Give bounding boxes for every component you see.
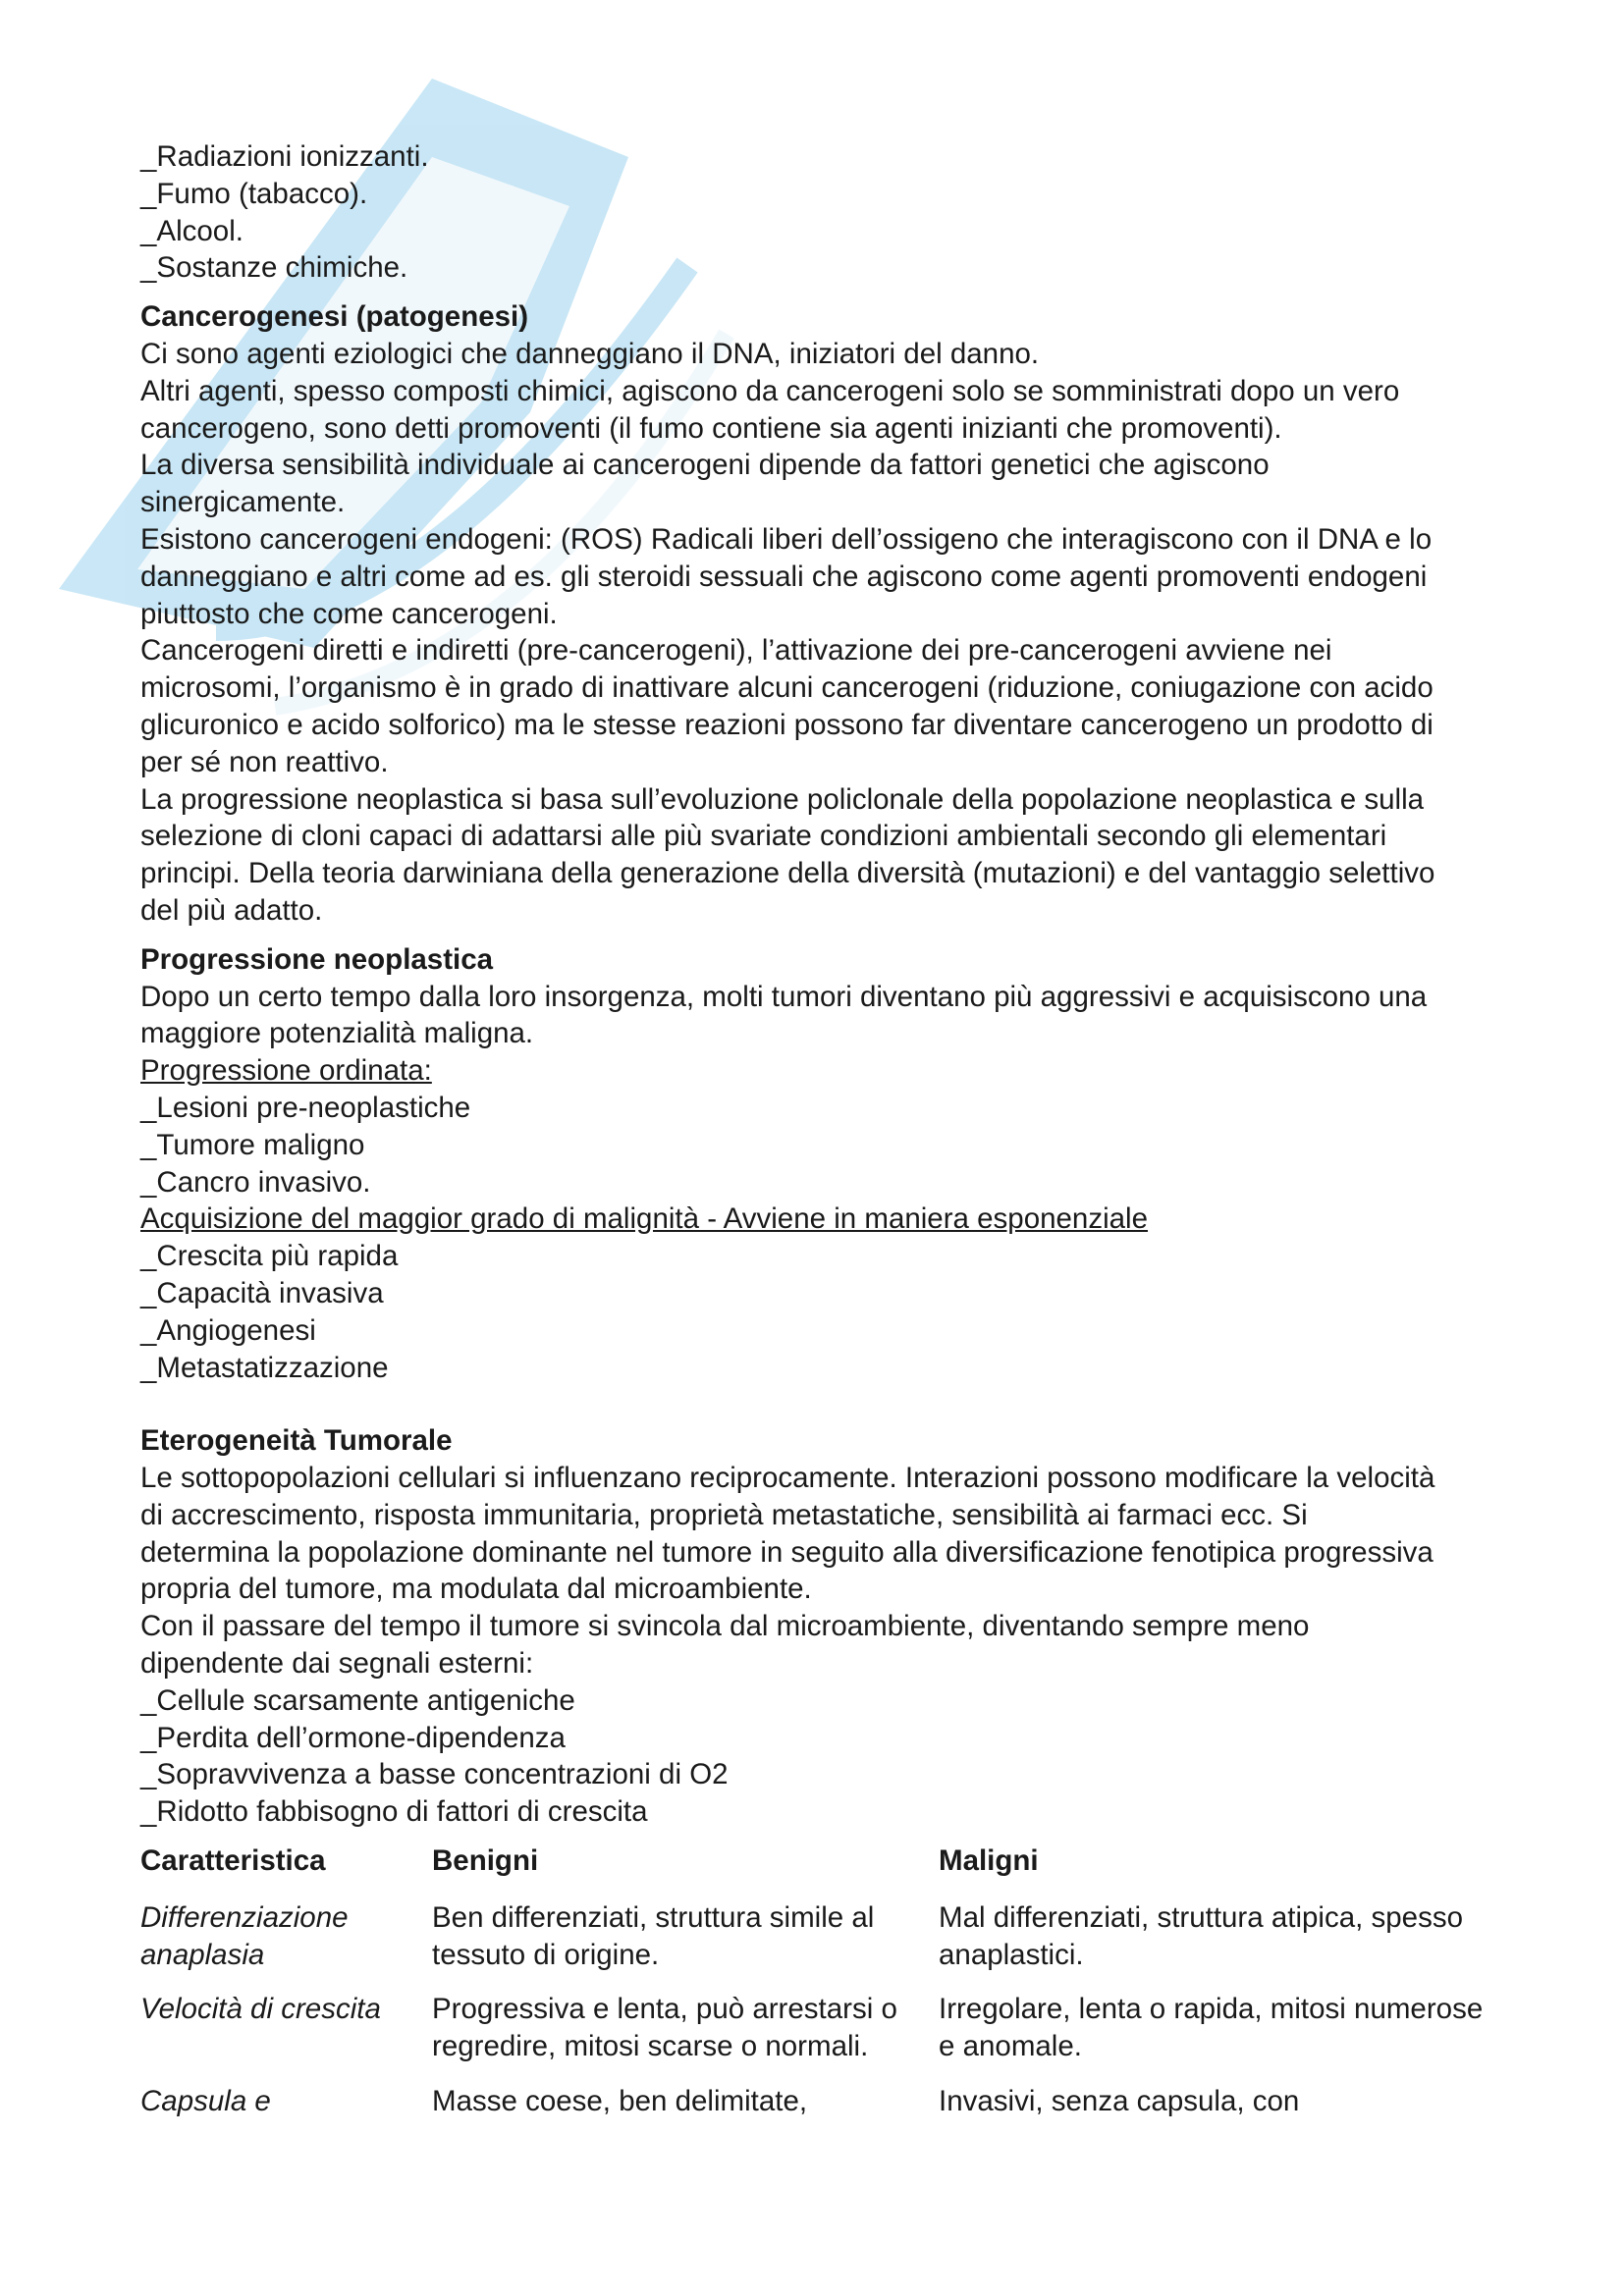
list-item: _Crescita più rapida [140, 1240, 399, 1273]
text-line: dipendente dai segnali esterni: [140, 1647, 534, 1681]
table-row [140, 2083, 1495, 2138]
section-body-eterogeneita [140, 1460, 1495, 1831]
table-cell: Ben differenziati, struttura simile al tessuto di origine. [432, 1900, 875, 1971]
table-row [140, 1991, 1495, 2083]
text-line: determina la popolazione dominante nel tumore in seguito alla diversificazione fenotipica progressiva [140, 1535, 1434, 1569]
text-line: Altri agenti, spesso composti chimici, agiscono da cancerogeni solo se somministrati dopo un vero [140, 374, 1400, 407]
text-line: di accrescimento, risposta immunitaria, proprietà metastatiche, sensibilità ai farmaci ecc. Si [140, 1498, 1308, 1531]
header-caratteristica: Caratteristica [140, 1844, 326, 1878]
text-line: Con il passare del tempo il tumore si svincola dal microambiente, diventando sempre meno [140, 1610, 1310, 1643]
table-cell: Invasivi, senza capsula, con [939, 2085, 1300, 2118]
section-body-progressione [140, 979, 1495, 1387]
text-line: sinergicamente. [140, 486, 346, 519]
list-item: _Sopravvivenza a basse concentrazioni di O2 [140, 1758, 729, 1791]
section-body-cancerogenesi [140, 336, 1495, 930]
table-header-row [140, 1842, 1495, 1899]
text-line: danneggiano e altri come ad es. gli steroidi sessuali che agiscono come agenti promoventi endogeni [140, 560, 1428, 593]
text-line: maggiore potenzialità maligna. [140, 1017, 534, 1050]
list-item: _Alcool. [140, 214, 243, 247]
list-item: _Lesioni pre-neoplastiche [140, 1091, 471, 1124]
text-line: Esistono cancerogeni endogeni: (ROS) Radicali liberi dell’ossigeno che interagiscono con il DNA e lo [140, 522, 1433, 556]
table-row [140, 1899, 1495, 1992]
text-line: microsomi, l’organismo è in grado di inattivare alcuni cancerogeni (riduzione, coniugazione con acido [140, 671, 1434, 705]
text-line: Le sottopopolazioni cellulari si influenzano reciprocamente. Interazioni possono modificare la velocità [140, 1462, 1435, 1495]
header-maligni: Maligni [939, 1844, 1039, 1878]
text-line: per sé non reattivo. [140, 745, 389, 778]
text-line: La diversa sensibilità individuale ai cancerogeni dipende da fattori genetici che agiscono [140, 449, 1270, 482]
list-item: _Perdita dell’ormone-dipendenza [140, 1721, 566, 1754]
table-cell: Differenziazione anaplasia [140, 1900, 349, 1971]
table-cell: Mal differenziati, struttura atipica, spesso anaplastici. [939, 1900, 1463, 1971]
comparison-table [140, 1842, 1495, 2138]
list-item: _Cancro invasivo. [140, 1165, 371, 1199]
list-item: _Angiogenesi [140, 1313, 316, 1347]
section-title-progressione: Progressione neoplastica [140, 942, 494, 976]
list-item: _Fumo (tabacco). [140, 177, 368, 210]
text-line: cancerogeno, sono detti promoventi (il fumo contiene sia agenti inizianti che promoventi). [140, 411, 1282, 445]
intro-list [140, 138, 1495, 287]
document-page [140, 138, 1495, 2138]
text-line: principi. Della teoria darwiniana della generazione della diversità (mutazioni) e del vantaggio selettivo [140, 857, 1435, 890]
list-item: _Radiazioni ionizzanti. [140, 140, 429, 173]
section-title-cancerogenesi: Cancerogenesi (patogenesi) [140, 300, 529, 334]
spacer [140, 1386, 1495, 1422]
text-line: selezione di cloni capaci di adattarsi alle più svariate condizioni ambientali secondo gli elementari [140, 820, 1387, 853]
list-item: _Metastatizzazione [140, 1351, 389, 1384]
text-line: Ci sono agenti eziologici che danneggiano il DNA, iniziatori del danno. [140, 337, 1040, 370]
list-item: _Cellule scarsamente antigeniche [140, 1683, 575, 1717]
list-item: _Capacità invasiva [140, 1276, 384, 1309]
subheading-acquisizione: Acquisizione del maggior grado di malignità - Avviene in maniera esponenziale [140, 1202, 1149, 1236]
table-cell: Capsula e [140, 2085, 271, 2118]
text-line: del più adatto. [140, 893, 323, 927]
text-line: La progressione neoplastica si basa sull’evoluzione policlonale della popolazione neoplastica e sulla [140, 782, 1425, 816]
subheading-progressione-ordinata: Progressione ordinata: [140, 1054, 432, 1088]
text-line: Cancerogeni diretti e indiretti (pre-cancerogeni), l’attivazione dei pre-cancerogeni avviene nei [140, 634, 1332, 667]
list-item: _Sostanze chimiche. [140, 251, 408, 285]
text-line: piuttosto che come cancerogeni. [140, 597, 558, 630]
list-item: _Ridotto fabbisogno di fattori di crescita [140, 1795, 648, 1829]
table-cell: Irregolare, lenta o rapida, mitosi numerose e anomale. [939, 1993, 1484, 2063]
table-cell: Velocità di crescita [140, 1993, 381, 2026]
section-title-eterogeneita: Eterogeneità Tumorale [140, 1424, 453, 1458]
text-line: glicuronico e acido solforico) ma le stesse reazioni possono far diventare cancerogeno un prodotto di [140, 708, 1434, 741]
list-item: _Tumore maligno [140, 1128, 365, 1161]
text-line: Dopo un certo tempo dalla loro insorgenza, molti tumori diventano più aggressivi e acquisiscono una [140, 980, 1428, 1013]
table-cell: Masse coese, ben delimitate, [432, 2085, 808, 2118]
header-benigni: Benigni [432, 1844, 539, 1878]
table-cell: Progressiva e lenta, può arrestarsi o regredire, mitosi scarse o normali. [432, 1993, 897, 2063]
text-line: propria del tumore, ma modulata dal microambiente. [140, 1573, 812, 1606]
